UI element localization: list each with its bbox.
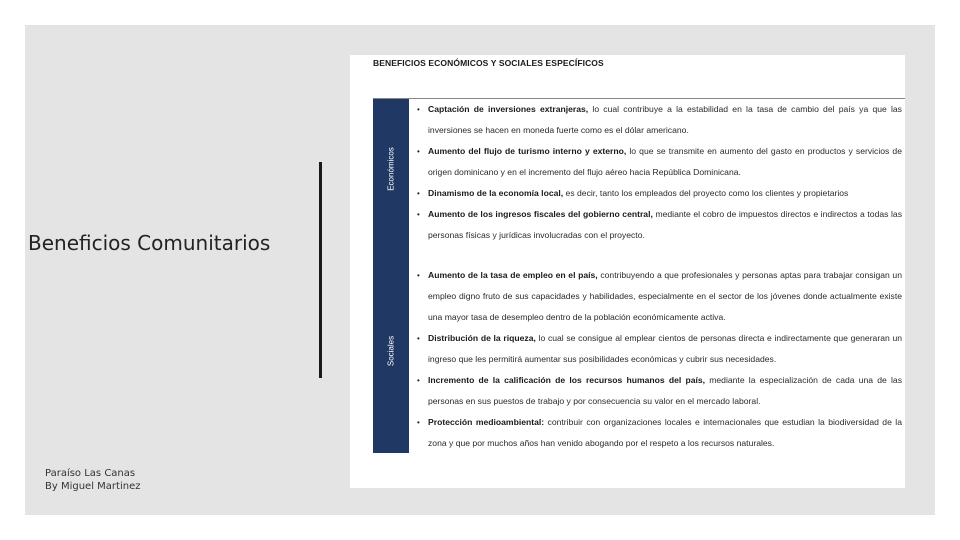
footer-project-name: Paraíso Las Canas: [45, 468, 136, 479]
document-heading: BENEFICIOS ECONÓMICOS Y SOCIALES ESPECÍFICOS: [373, 58, 604, 68]
slide-footer: [45, 467, 140, 493]
title-divider-bar: [319, 162, 322, 378]
list-item: • Captación de inversiones extranjeras, lo cual contribuye a la estabilidad en la tasa de cambio del país ya que las inversiones se hacen en moneda fuerte como es el dólar americano.: [428, 99, 902, 141]
economic-category-band: [373, 99, 409, 263]
social-benefits-list: [428, 265, 902, 454]
economic-benefits-list: [428, 99, 902, 246]
list-item: • Distribución de la riqueza, lo cual se consigue al emplear cientos de personas directa e indirectamente que generaran un ingreso que les permitirá aumentar sus posibilidades económicas y cubrir sus necesidades.: [428, 328, 902, 370]
economic-category-label: Económicos: [386, 147, 396, 191]
social-category-band: [373, 263, 409, 453]
document-image: [350, 55, 905, 488]
slide-title: Beneficios Comunitarios: [28, 231, 271, 255]
social-category-label: Sociales: [386, 335, 396, 367]
list-item: • Incremento de la calificación de los recursos humanos del país, mediante la especialización de cada una de las personas en sus puestos de trabajo y por consecuencia su valor en el mercado laboral.: [428, 370, 902, 412]
slide-background: [25, 25, 935, 515]
list-item: • Aumento del flujo de turismo interno y externo, lo que se transmite en aumento del gasto en productos y servicios de origen dominicano y en el incremento del flujo aéreo hacia República Dominicana.: [428, 141, 902, 183]
list-item: • Aumento de la tasa de empleo en el país, contribuyendo a que profesionales y personas aptas para trabajar consigan un empleo digno fruto de sus capacidades y habilidades, especialmente en el sector de los jóvenes donde actualmente existe una mayor tasa de desempleo dentro de la población económicamente activa.: [428, 265, 902, 328]
list-item: • Aumento de los ingresos fiscales del gobierno central, mediante el cobro de impuestos directos e indirectos a todas las personas físicas y jurídicas involucradas con el proyecto.: [428, 204, 902, 246]
footer-author: By Miguel Martinez: [45, 481, 141, 492]
list-item: • Protección medioambiental: contribuir con organizaciones locales e internacionales que estudian la biodiversidad de la zona y que por muchos años han venido abogando por el respeto a los recursos naturales.: [428, 412, 902, 454]
list-item: • Dinamismo de la economía local, es decir, tanto los empleados del proyecto como los clientes y propietarios: [428, 183, 902, 204]
